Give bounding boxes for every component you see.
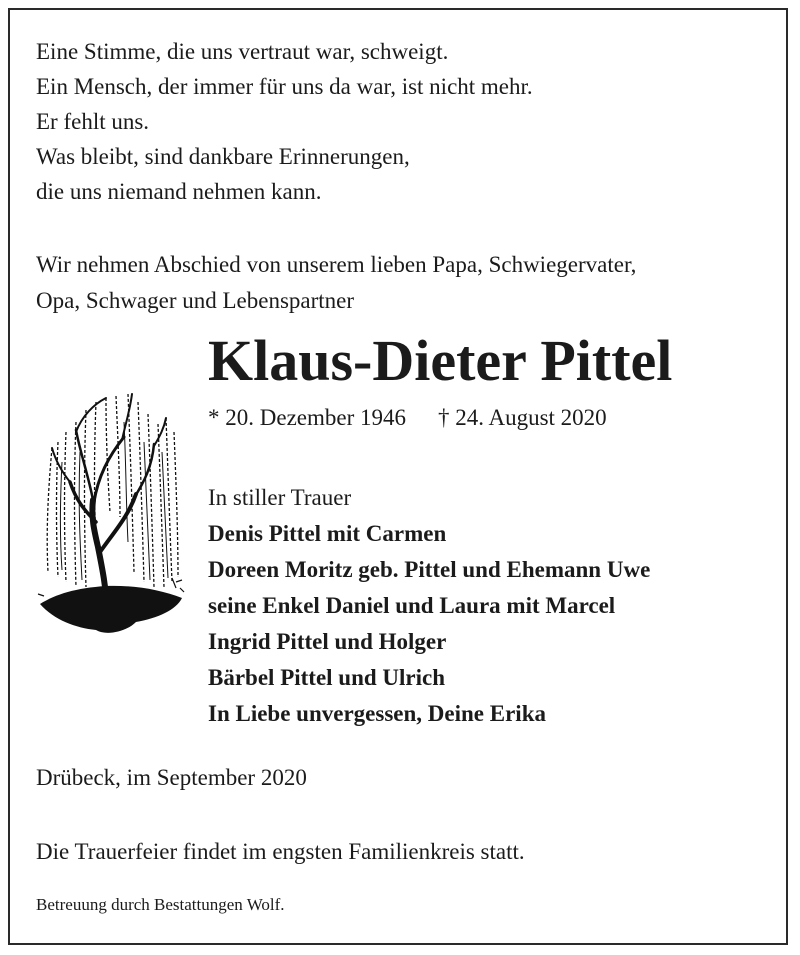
- ceremony-note: Die Trauerfeier findet im engsten Familienkreis statt.: [36, 839, 525, 864]
- mourner-line: Denis Pittel mit Carmen: [208, 521, 447, 546]
- life-dates: [208, 406, 607, 429]
- mourners-block: [208, 480, 650, 732]
- undertaker-note: Betreuung durch Bestattungen Wolf.: [36, 895, 285, 914]
- mourner-line: Ingrid Pittel und Holger: [208, 629, 447, 654]
- farewell-intro: [36, 247, 636, 319]
- poem-line: die uns niemand nehmen kann.: [36, 179, 322, 204]
- mourner-line: seine Enkel Daniel und Laura mit Marcel: [208, 593, 616, 618]
- death-date: † 24. August 2020: [438, 405, 607, 430]
- place-and-date: Drübeck, im September 2020: [36, 765, 307, 790]
- mourner-line: In Liebe unvergessen, Deine Erika: [208, 701, 546, 726]
- intro-line: Wir nehmen Abschied von unserem lieben Papa, Schwiegervater,: [36, 252, 637, 277]
- poem-line: Ein Mensch, der immer für uns da war, ist nicht mehr.: [36, 74, 533, 99]
- poem: [36, 34, 533, 209]
- deceased-name: Klaus-Dieter Pittel: [208, 328, 673, 393]
- poem-line: Er fehlt uns.: [36, 109, 150, 134]
- mourner-line: Doreen Moritz geb. Pittel und Ehemann Uwe: [208, 557, 651, 582]
- intro-line: Opa, Schwager und Lebenspartner: [36, 288, 355, 313]
- poem-line: Was bleibt, sind dankbare Erinnerungen,: [36, 144, 410, 169]
- birth-date: * 20. Dezember 1946: [208, 405, 406, 430]
- mourner-line: Bärbel Pittel und Ulrich: [208, 665, 446, 690]
- poem-line: Eine Stimme, die uns vertraut war, schweigt.: [36, 39, 449, 64]
- weeping-willow-icon: [36, 382, 186, 640]
- mourning-intro: In stiller Trauer: [208, 485, 352, 510]
